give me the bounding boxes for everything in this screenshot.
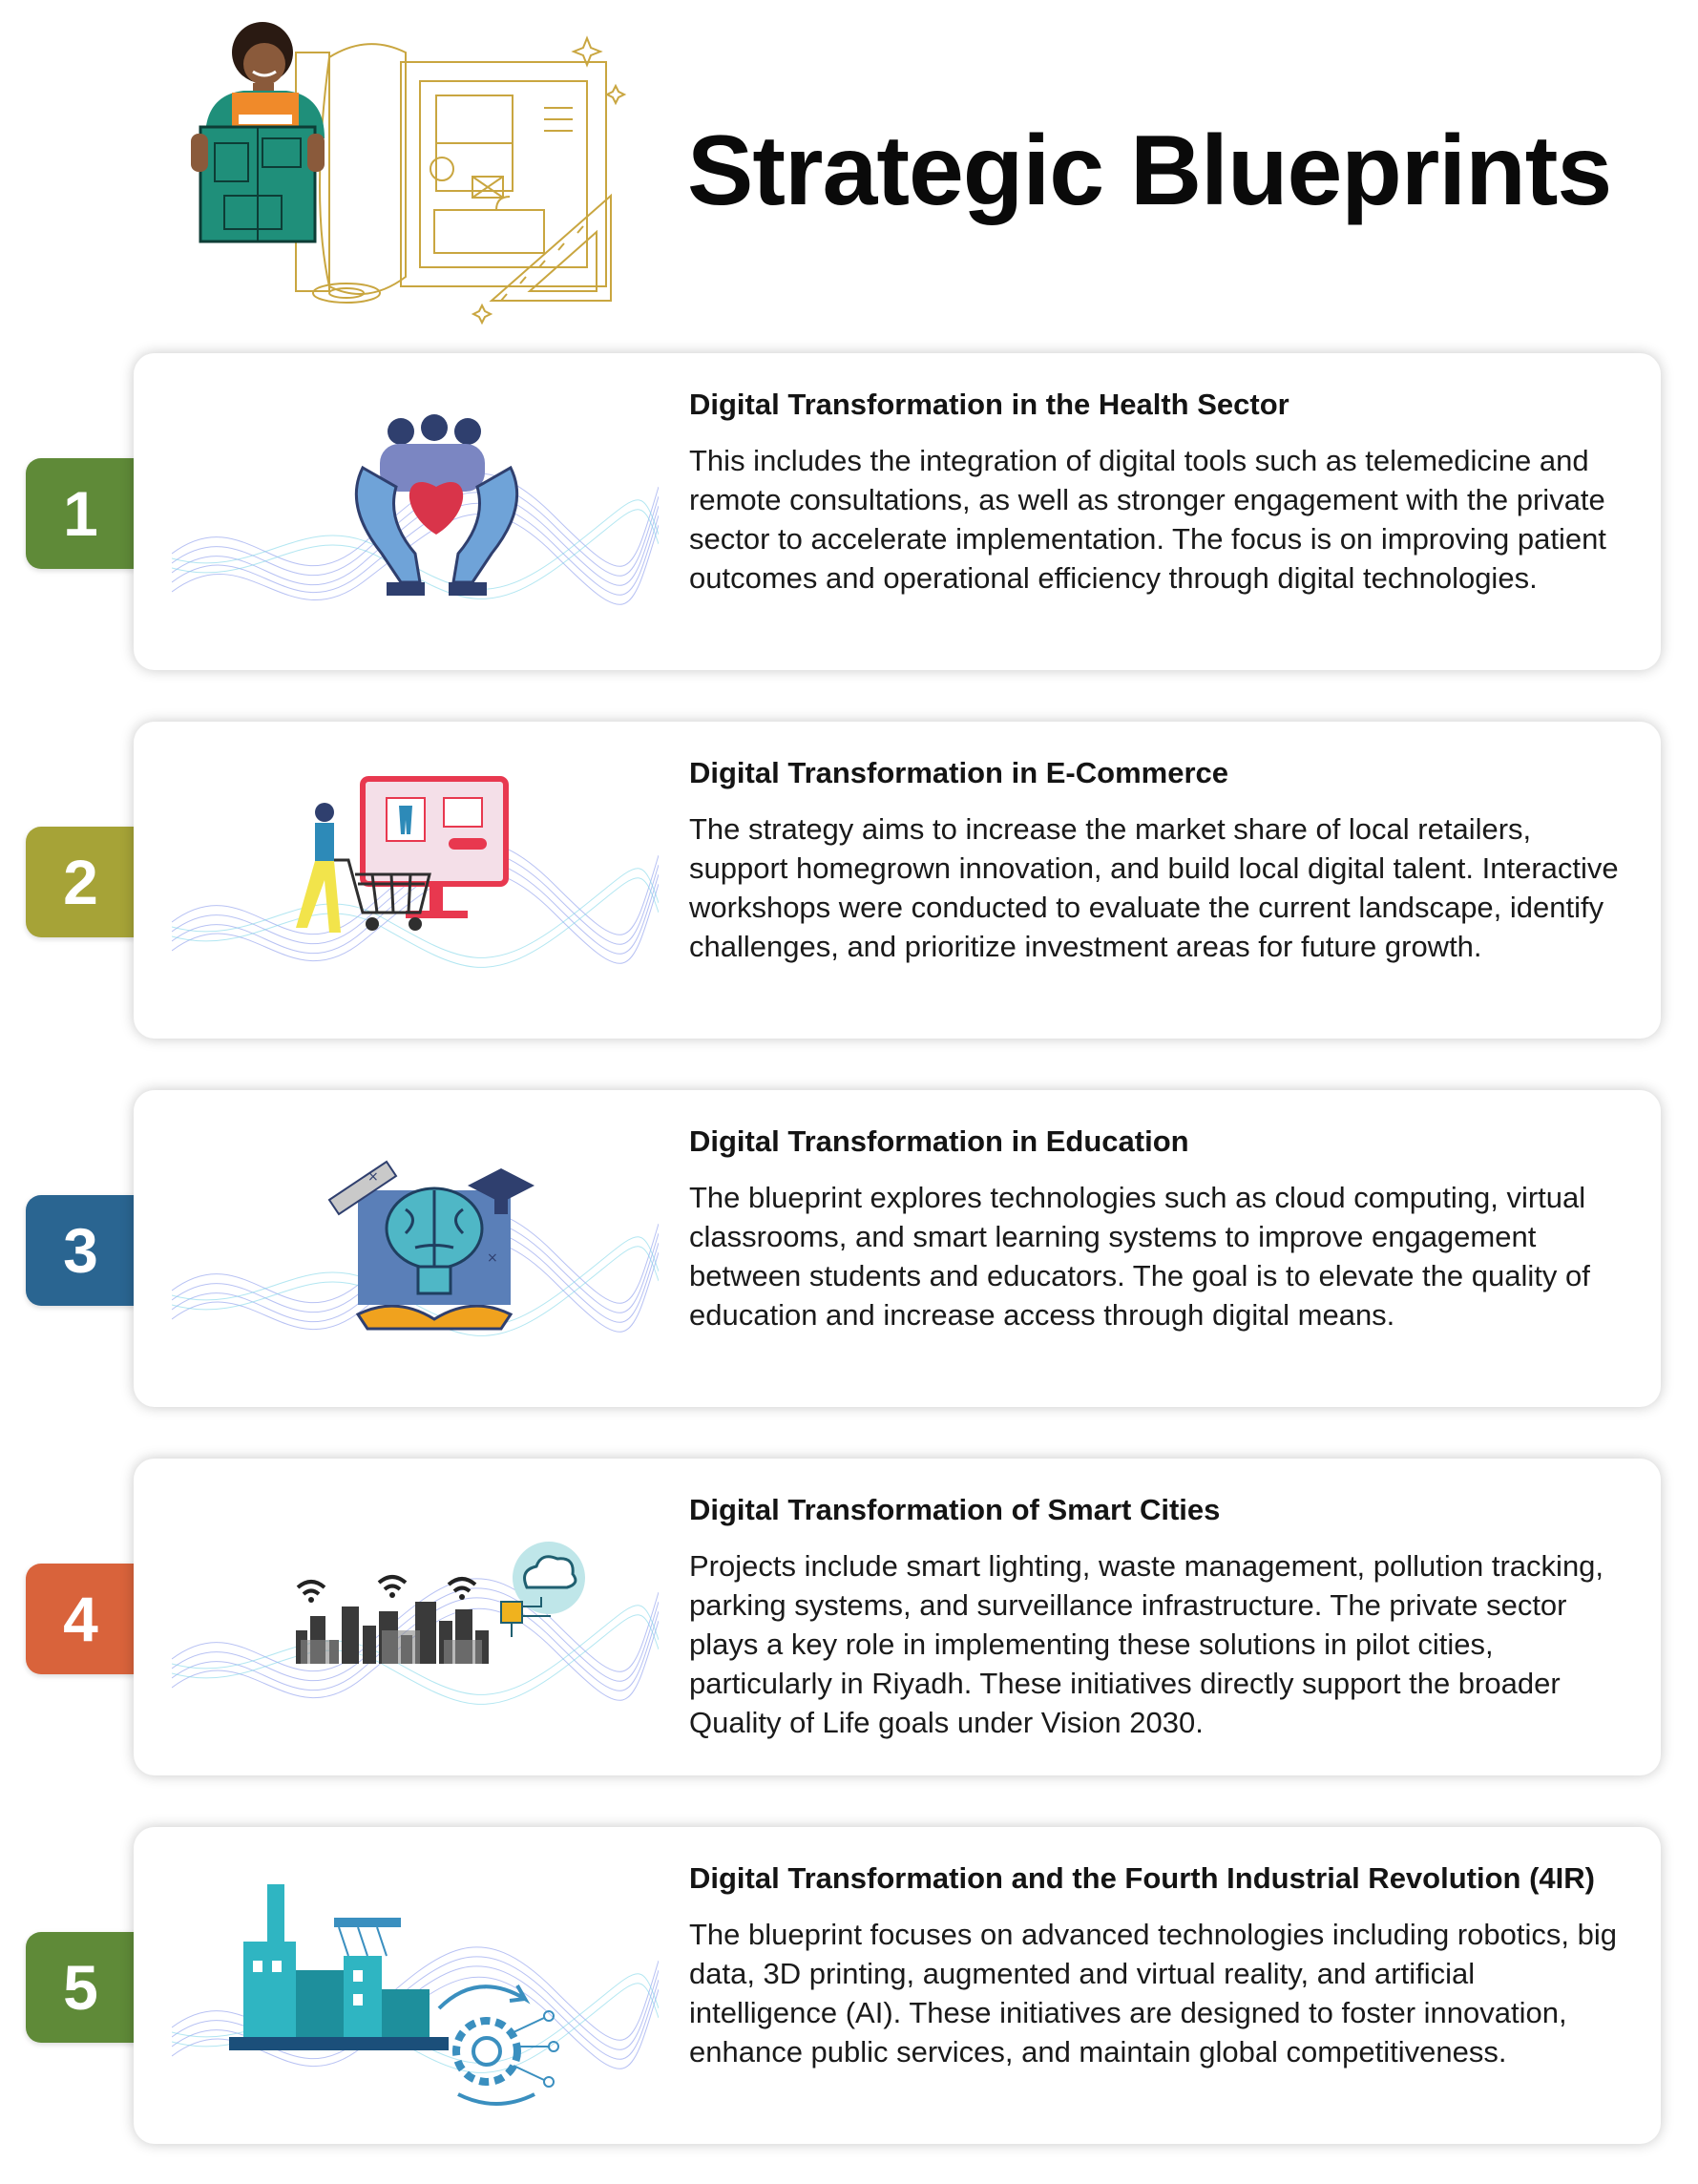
- card-description: The strategy aims to increase the market share of local retailers, support homegrown innovation, and build local digital talent. Interactive workshops were conducted to evaluate the current landscape, identify challenges, and prioritize investment areas for future growth.: [689, 812, 1619, 963]
- blueprint-card-4ir: [134, 1827, 1661, 2144]
- blueprint-card-health: [134, 353, 1661, 670]
- svg-text:×: ×: [487, 1250, 498, 1266]
- card-title: Digital Transformation of Smart Cities: [689, 1493, 1221, 1526]
- step-number-badge: 3: [26, 1195, 136, 1306]
- healthcare-hands-heart-icon: [172, 391, 659, 640]
- card-description: Projects include smart lighting, waste management, pollution tracking, parking systems, and surveillance infrastructure. The private sector plays a key role in implementing these solutions in pilot cities, particularly in Riyadh. These initiatives directly support the broader Quality of Life goals under Vision 2030.: [689, 1549, 1604, 1739]
- card-title: Digital Transformation in Education: [689, 1124, 1189, 1158]
- smart-city-skyline-icon: [172, 1497, 659, 1745]
- online-shopping-cart-icon: [172, 760, 659, 1008]
- step-number-badge: 4: [26, 1564, 136, 1674]
- architect-blueprint-illustration: [186, 14, 644, 329]
- blueprint-card-ecommerce: [134, 722, 1661, 1039]
- factory-gear-icon: [172, 1865, 659, 2113]
- page-title: Strategic Blueprints: [687, 116, 1612, 226]
- card-title: Digital Transformation in E-Commerce: [689, 756, 1228, 789]
- svg-text:×: ×: [367, 1169, 379, 1185]
- card-description: This includes the integration of digital tools such as telemedicine and remote consultations, as well as stronger engagement with the private sector to accelerate implementation. The focus is on improving patient outcomes and operational efficiency through digital technologies.: [689, 444, 1606, 595]
- card-description: The blueprint explores technologies such as cloud computing, virtual classrooms, and smart learning systems to improve engagement between students and educators. The goal is to elevate the quality of education and increase access through digital means.: [689, 1181, 1590, 1332]
- step-number-badge: 1: [26, 458, 136, 569]
- brain-book-graduation-icon: [172, 1128, 659, 1376]
- step-number-badge: 5: [26, 1932, 136, 2043]
- card-title: Digital Transformation and the Fourth Industrial Revolution (4IR): [689, 1861, 1595, 1895]
- card-title: Digital Transformation in the Health Sector: [689, 388, 1289, 421]
- card-description: The blueprint focuses on advanced technologies including robotics, big data, 3D printing, augmented and virtual reality, and artificial intelligence (AI). These initiatives are designed to foster innovation, enhance public services, and maintain global competitiveness.: [689, 1918, 1617, 2068]
- step-number-badge: 2: [26, 827, 136, 937]
- page-header: [0, 0, 1698, 334]
- blueprint-card-smart-cities: [134, 1459, 1661, 1775]
- blueprint-card-education: [134, 1090, 1661, 1407]
